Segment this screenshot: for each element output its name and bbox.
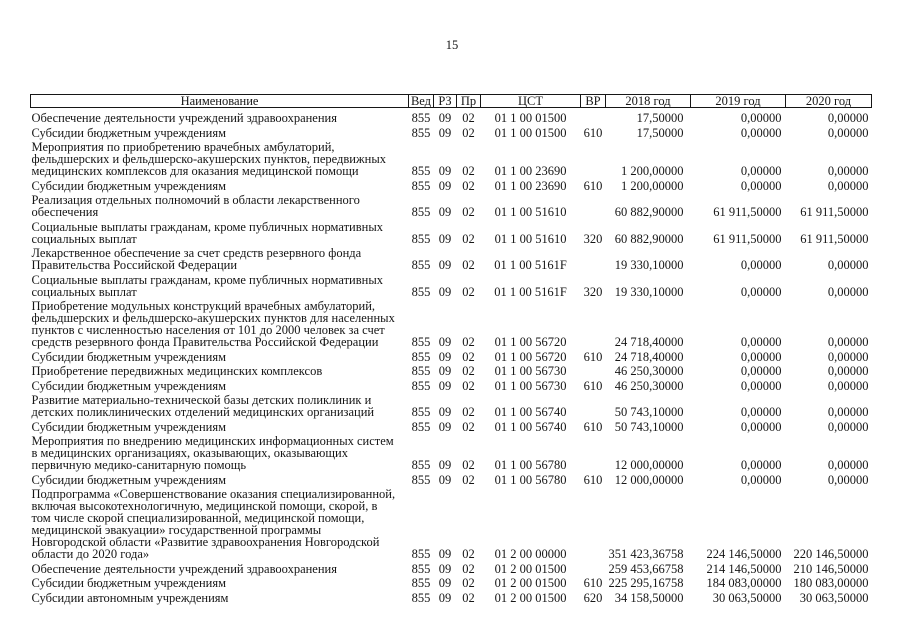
cell-cst: 01 1 00 5161F: [494, 284, 567, 299]
table-row: [31, 433, 872, 472]
cell-rz: 09: [438, 547, 452, 561]
cell-name: [31, 377, 409, 392]
cell-2018: 17,50000: [636, 111, 684, 125]
name-line: Подпрограмма «Совершенствование оказания специализированной,: [31, 487, 396, 501]
cell-rz: 09: [438, 364, 452, 378]
cell-ved: 855: [411, 178, 431, 193]
cell-name: [31, 124, 409, 139]
cell-cst: 01 2 00 01500: [494, 561, 567, 576]
cell-2020: 61 911,50000: [800, 231, 869, 246]
cell-2018: 17,50000: [636, 125, 684, 140]
cell-cst: 01 1 00 56720: [494, 349, 567, 364]
cell-rz: 09: [438, 125, 452, 140]
table-row: [31, 177, 872, 192]
table-body: [31, 108, 872, 604]
cell-2020: 0,00000: [827, 472, 869, 487]
cell-2020: 0,00000: [827, 364, 869, 378]
cell-rz: 09: [438, 472, 452, 487]
cell-2019: 0,00000: [740, 472, 782, 487]
name-line: Субсидии бюджетным учреждениям: [31, 378, 227, 393]
table-row: [31, 377, 872, 392]
header-ved: Вед: [409, 95, 434, 108]
cell-2018: 12 000,00000: [614, 472, 684, 487]
table-row: [31, 575, 872, 590]
name-line: Субсидии бюджетным учреждениям: [31, 125, 227, 140]
cell-rz: 09: [438, 576, 452, 590]
name-line: Новгородской области «Развитие здравоохранения Новгородской: [31, 535, 380, 549]
cell-2018: 46 250,30000: [614, 364, 684, 378]
cell-name: [31, 392, 409, 419]
name-line: обеспечения: [31, 205, 99, 219]
cell-vr: 610: [583, 576, 603, 590]
cell-ved: 855: [411, 205, 431, 219]
name-line: том числе скорой специализированной, медицинской помощи,: [31, 511, 365, 525]
cell-pr: 02: [462, 178, 475, 193]
cell-2018: 1 200,00000: [621, 164, 684, 178]
cell-vr: 320: [583, 231, 603, 246]
cell-rz: 09: [438, 349, 452, 364]
cell-ved: 855: [411, 231, 431, 246]
header-2019: 2019 год: [691, 95, 786, 108]
cell-ved: 855: [411, 576, 431, 590]
cell-2018: 225 295,16758: [608, 576, 684, 590]
budget-table: [30, 94, 872, 604]
cell-name: [31, 418, 409, 433]
name-line: Социальные выплаты гражданам, кроме публичных нормативных: [31, 219, 383, 234]
header-2018: 2018 год: [606, 95, 691, 108]
table-row: [31, 139, 872, 178]
name-line: фельдшерских и фельдшерско-акушерских пунктов для населенных: [31, 311, 395, 325]
cell-name: [31, 298, 409, 349]
cell-rz: 09: [438, 405, 452, 419]
cell-2019: 61 911,50000: [713, 231, 782, 246]
cell-pr: 02: [462, 231, 475, 246]
cell-rz: 09: [438, 284, 452, 299]
cell-2020: 180 083,00000: [793, 576, 869, 590]
table-row: [31, 298, 872, 349]
cell-vr: 320: [583, 284, 603, 299]
cell-2019: 0,00000: [740, 164, 782, 178]
cell-2020: 0,00000: [827, 178, 869, 193]
cell-rz: 09: [438, 335, 452, 349]
cell-pr: 02: [462, 125, 475, 140]
cell-2020: 0,00000: [827, 405, 869, 419]
cell-2019: 184 083,00000: [706, 576, 782, 590]
cell-2019: 30 063,50000: [712, 590, 782, 605]
cell-rz: 09: [438, 590, 452, 605]
cell-2020: 30 063,50000: [799, 590, 869, 605]
cell-2018: 34 158,50000: [614, 590, 684, 605]
cell-vr: [581, 245, 606, 272]
cell-ved: 855: [411, 349, 431, 364]
header-2020: 2020 год: [786, 95, 872, 108]
cell-cst: 01 1 00 01500: [494, 125, 567, 140]
cell-2020: 210 146,50000: [793, 561, 869, 576]
cell-vr: [581, 433, 606, 472]
name-line: в медицинских организациях, оказывающих, оказывающих: [31, 446, 348, 460]
header-name: Наименование: [31, 95, 409, 108]
table-row: [31, 218, 872, 245]
name-line: детских поликлинических отделений медицинских организаций: [31, 405, 375, 419]
cell-cst: 01 1 00 56740: [494, 405, 567, 419]
cell-vr: 610: [583, 125, 603, 140]
table-row: [31, 589, 872, 604]
name-line: Субсидии бюджетным учреждениям: [31, 349, 227, 364]
cell-2018: 24 718,40000: [614, 349, 684, 364]
cell-2019: 0,00000: [740, 335, 782, 349]
cell-cst: 01 1 00 23690: [494, 178, 567, 193]
cell-vr: [581, 486, 606, 561]
cell-2019: 0,00000: [740, 178, 782, 193]
table-row: [31, 471, 872, 486]
name-line: Обеспечение деятельности учреждений здравоохранения: [31, 561, 337, 576]
name-line: первичную медико-санитарную помощь: [31, 458, 247, 472]
cell-2018: 1 200,00000: [621, 178, 684, 193]
table-header: [31, 95, 872, 108]
table-row: [31, 245, 872, 272]
cell-ved: 855: [411, 164, 431, 178]
table-row: [31, 363, 872, 378]
cell-pr: 02: [462, 458, 475, 472]
cell-2018: 60 882,90000: [614, 231, 684, 246]
cell-cst: 01 1 00 56780: [494, 472, 567, 487]
name-line: Социальные выплаты гражданам, кроме публичных нормативных: [31, 272, 383, 287]
cell-name: [31, 348, 409, 363]
cell-pr: 02: [462, 111, 475, 125]
cell-pr: 02: [462, 335, 475, 349]
cell-vr: 620: [583, 590, 603, 605]
cell-2018: 19 330,10000: [614, 258, 684, 272]
cell-vr: [581, 560, 606, 575]
cell-ved: 855: [411, 335, 431, 349]
name-line: Мероприятия по приобретению врачебных амбулаторий,: [31, 140, 335, 154]
cell-rz: 09: [438, 458, 452, 472]
header-vr: ВР: [581, 95, 606, 108]
cell-2018: 50 743,10000: [614, 405, 684, 419]
cell-rz: 09: [438, 419, 452, 434]
cell-cst: 01 1 00 51610: [494, 205, 567, 219]
cell-2020: 220 146,50000: [793, 547, 869, 561]
cell-2019: 0,00000: [740, 405, 782, 419]
cell-vr: 610: [583, 472, 603, 487]
cell-pr: 02: [462, 547, 475, 561]
cell-cst: 01 2 00 00000: [494, 547, 567, 561]
cell-2020: 0,00000: [827, 378, 869, 393]
cell-name: [31, 433, 409, 472]
cell-pr: 02: [462, 405, 475, 419]
name-line: средств резервного фонда Правительства Российской Федерации: [31, 335, 379, 349]
name-line: Развитие материально-технической базы детских поликлиник и: [31, 393, 372, 407]
cell-ved: 855: [411, 472, 431, 487]
page-number: 15: [445, 38, 459, 52]
cell-ved: 855: [411, 258, 431, 272]
cell-2018: 12 000,00000: [614, 458, 684, 472]
table-row: [31, 124, 872, 139]
cell-vr: 610: [583, 378, 603, 393]
name-line: фельдшерских и фельдшерско-акушерских пунктов, передвижных: [31, 152, 386, 166]
name-line: Приобретение передвижных медицинских комплексов: [31, 364, 323, 378]
cell-2020: 0,00000: [827, 458, 869, 472]
cell-2019: 0,00000: [740, 125, 782, 140]
cell-name: [31, 271, 409, 298]
name-line: социальных выплат: [31, 284, 137, 299]
cell-cst: 01 1 00 56730: [494, 364, 567, 378]
name-line: Субсидии бюджетным учреждениям: [31, 178, 227, 193]
table-row: [31, 486, 872, 561]
name-line: Реализация отдельных полномочий в области лекарственного: [31, 193, 360, 207]
cell-2019: 0,00000: [740, 349, 782, 364]
cell-ved: 855: [411, 561, 431, 576]
cell-2018: 351 423,36758: [608, 547, 684, 561]
cell-cst: 01 1 00 56780: [494, 458, 567, 472]
name-line: пунктов с численностью населения от 101 до 2000 человек за счет: [31, 323, 385, 337]
name-line: области до 2020 года»: [31, 547, 150, 561]
cell-rz: 09: [438, 378, 452, 393]
cell-cst: 01 2 00 01500: [494, 590, 567, 605]
cell-pr: 02: [462, 205, 475, 219]
cell-2019: 0,00000: [740, 258, 782, 272]
cell-cst: 01 1 00 56720: [494, 335, 567, 349]
name-line: Правительства Российской Федерации: [31, 258, 238, 272]
cell-rz: 09: [438, 178, 452, 193]
cell-vr: [581, 139, 606, 178]
cell-cst: 01 1 00 5161F: [494, 258, 567, 272]
cell-cst: 01 1 00 23690: [494, 164, 567, 178]
header-cst: ЦСТ: [481, 95, 581, 108]
cell-pr: 02: [462, 258, 475, 272]
header-row: [31, 95, 872, 108]
cell-2018: 46 250,30000: [614, 378, 684, 393]
cell-2020: 0,00000: [827, 349, 869, 364]
name-line: Субсидии бюджетным учреждениям: [31, 472, 227, 487]
name-line: включая высокотехнологичную, медицинской помощи, скорой, в: [31, 499, 378, 513]
cell-rz: 09: [438, 258, 452, 272]
cell-pr: 02: [462, 561, 475, 576]
cell-cst: 01 1 00 01500: [494, 111, 567, 125]
cell-vr: 610: [583, 178, 603, 193]
name-line: Обеспечение деятельности учреждений здравоохранения: [31, 111, 337, 125]
cell-name: [31, 486, 409, 561]
cell-name: [31, 245, 409, 272]
cell-2019: 0,00000: [740, 284, 782, 299]
cell-ved: 855: [411, 419, 431, 434]
name-line: Субсидии бюджетным учреждениям: [31, 576, 227, 590]
cell-2019: 61 911,50000: [713, 205, 782, 219]
cell-ved: 855: [411, 458, 431, 472]
cell-ved: 855: [411, 378, 431, 393]
cell-rz: 09: [438, 561, 452, 576]
cell-2020: 61 911,50000: [800, 205, 869, 219]
cell-vr: 610: [583, 349, 603, 364]
header-rz: РЗ: [434, 95, 457, 108]
cell-name: [31, 177, 409, 192]
cell-2018: 24 718,40000: [614, 335, 684, 349]
name-line: Мероприятия по внедрению медицинских информационных систем: [31, 434, 394, 448]
cell-name: [31, 192, 409, 219]
name-line: медицинских комплексов для оказания медицинской помощи: [31, 164, 359, 178]
cell-rz: 09: [438, 164, 452, 178]
cell-2020: 0,00000: [827, 284, 869, 299]
cell-pr: 02: [462, 576, 475, 590]
table-row: [31, 392, 872, 419]
cell-cst: 01 1 00 56740: [494, 419, 567, 434]
cell-pr: 02: [462, 164, 475, 178]
name-line: Приобретение модульных конструкций врачебных амбулаторий,: [31, 299, 376, 313]
cell-ved: 855: [411, 284, 431, 299]
cell-pr: 02: [462, 349, 475, 364]
cell-2019: 0,00000: [740, 111, 782, 125]
cell-name: [31, 218, 409, 245]
cell-vr: [581, 108, 606, 125]
cell-pr: 02: [462, 378, 475, 393]
cell-2018: 19 330,10000: [614, 284, 684, 299]
cell-2018: 50 743,10000: [614, 419, 684, 434]
cell-2018: 60 882,90000: [614, 205, 684, 219]
name-line: Субсидии бюджетным учреждениям: [31, 419, 227, 434]
table-row: [31, 418, 872, 433]
cell-pr: 02: [462, 284, 475, 299]
cell-ved: 855: [411, 547, 431, 561]
cell-name: [31, 363, 409, 378]
cell-2020: 0,00000: [827, 125, 869, 140]
cell-pr: 02: [462, 419, 475, 434]
cell-2019: 0,00000: [740, 378, 782, 393]
cell-vr: [581, 192, 606, 219]
cell-cst: 01 1 00 51610: [494, 231, 567, 246]
cell-2020: 0,00000: [827, 111, 869, 125]
name-line: медицинской эвакуации» государственной программы: [31, 523, 322, 537]
name-line: социальных выплат: [31, 231, 137, 246]
cell-name: [31, 560, 409, 575]
cell-vr: [581, 392, 606, 419]
table-row: [31, 271, 872, 298]
cell-2019: 0,00000: [740, 458, 782, 472]
cell-name: [31, 471, 409, 486]
cell-cst: 01 2 00 01500: [494, 576, 567, 590]
cell-ved: 855: [411, 111, 431, 125]
cell-2020: 0,00000: [827, 335, 869, 349]
cell-ved: 855: [411, 364, 431, 378]
cell-2018: 259 453,66758: [608, 561, 684, 576]
cell-pr: 02: [462, 590, 475, 605]
name-line: Лекарственное обеспечение за счет средств резервного фонда: [31, 246, 362, 260]
cell-ved: 855: [411, 590, 431, 605]
cell-name: [31, 589, 409, 604]
cell-2019: 224 146,50000: [706, 547, 782, 561]
cell-name: [31, 575, 409, 590]
cell-vr: 610: [583, 419, 603, 434]
cell-2020: 0,00000: [827, 419, 869, 434]
cell-name: [31, 108, 409, 125]
cell-name: [31, 139, 409, 178]
table-row: [31, 108, 872, 125]
cell-pr: 02: [462, 364, 475, 378]
cell-ved: 855: [411, 125, 431, 140]
cell-rz: 09: [438, 231, 452, 246]
cell-cst: 01 1 00 56730: [494, 378, 567, 393]
cell-ved: 855: [411, 405, 431, 419]
cell-vr: [581, 363, 606, 378]
table-row: [31, 560, 872, 575]
cell-2020: 0,00000: [827, 164, 869, 178]
cell-vr: [581, 298, 606, 349]
cell-2019: 214 146,50000: [706, 561, 782, 576]
cell-2020: 0,00000: [827, 258, 869, 272]
cell-rz: 09: [438, 111, 452, 125]
table-row: [31, 192, 872, 219]
header-pr: Пр: [457, 95, 481, 108]
cell-pr: 02: [462, 472, 475, 487]
cell-rz: 09: [438, 205, 452, 219]
cell-2019: 0,00000: [740, 419, 782, 434]
name-line: Субсидии автономным учреждениям: [31, 590, 229, 605]
table-row: [31, 348, 872, 363]
cell-2019: 0,00000: [740, 364, 782, 378]
